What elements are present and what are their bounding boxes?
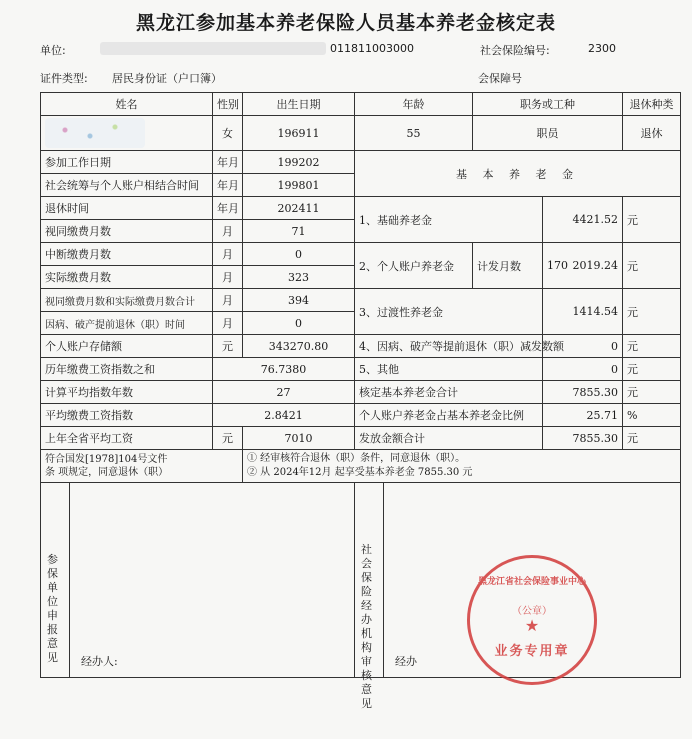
row-value: 27 [213, 381, 355, 404]
row-label: 中断缴费月数 [41, 243, 213, 266]
reduce-value: 0 [543, 335, 623, 358]
transition-label: 3、过渡性养老金 [355, 289, 543, 335]
person-age: 55 [355, 116, 473, 151]
transition-value: 1414.54 [543, 289, 623, 335]
notes-right-line1: ① 经审核符合退休（职）条件，同意退休（职）。 [247, 453, 466, 464]
row-unit: 月 [213, 266, 243, 289]
row-unit: 元 [213, 335, 243, 358]
person-job: 职员 [473, 116, 623, 151]
name-redacted [41, 116, 213, 151]
ssn-label: 社会保险编号: [480, 44, 550, 57]
other-unit: 元 [623, 358, 681, 381]
months-label: 计发月数 [473, 243, 543, 289]
agency-opinion-title: 社会保险经办机构审核意见 [361, 543, 372, 710]
row-value: 394 [243, 289, 355, 312]
notes-right [243, 450, 681, 483]
notes-left [41, 450, 243, 483]
row-value: 7010 [243, 427, 355, 450]
row-unit: 月 [213, 220, 243, 243]
redaction-blot [45, 118, 145, 148]
personal-amount: 2019.24 [572, 259, 618, 272]
reduce-unit: 元 [623, 335, 681, 358]
row-label: 退休时间 [41, 197, 213, 220]
row-value: 202411 [243, 197, 355, 220]
total-value: 7855.30 [543, 381, 623, 404]
person-gender: 女 [213, 116, 243, 151]
row-label: 计算平均指数年数 [41, 381, 213, 404]
basic-label: 1、基础养老金 [355, 197, 543, 243]
notes-left-line2: 条 项规定，同意退休（职） [45, 467, 169, 478]
row-label: 个人账户存储额 [41, 335, 213, 358]
head-retire-type: 退休种类 [623, 93, 681, 116]
id-type-label: 证件类型: [40, 72, 88, 85]
months-value: 170 [547, 259, 568, 272]
person-retire-type: 退休 [623, 116, 681, 151]
unit-name-redacted [100, 42, 326, 55]
section-title: 基 本 养 老 金 [355, 151, 681, 197]
row-value: 323 [243, 266, 355, 289]
official-seal [467, 555, 597, 685]
row-value: 2.8421 [213, 404, 355, 427]
ratio-label: 个人账户养老金占基本养老金比例 [355, 404, 543, 427]
row-label: 平均缴费工资指数 [41, 404, 213, 427]
row-unit: 月 [213, 312, 243, 335]
row-value: 0 [243, 243, 355, 266]
payout-unit: 元 [623, 427, 681, 450]
transition-unit: 元 [623, 289, 681, 335]
row-label: 视同缴费月数和实际缴费月数合计 [41, 289, 213, 312]
row-unit: 元 [213, 427, 243, 450]
unit-label: 单位: [40, 44, 66, 57]
seal-arc-text: 黑龙江省社会保险事业中心 [477, 577, 586, 587]
basic-value: 4421.52 [543, 197, 623, 243]
agency-opinion-divider [383, 483, 384, 677]
row-value: 0 [243, 312, 355, 335]
basic-unit: 元 [623, 197, 681, 243]
unit-opinion-title: 参保单位申报意见 [47, 553, 58, 664]
notes-left-line1: 符合国发[1978]104号文件 [45, 454, 168, 465]
payout-value: 7855.30 [543, 427, 623, 450]
payout-label: 发放金额合计 [355, 427, 543, 450]
ratio-unit: % [623, 404, 681, 427]
id-type-value: 居民身份证（户口簿） [112, 72, 222, 85]
row-label: 实际缴费月数 [41, 266, 213, 289]
unit-agent-label: 经办人: [81, 655, 118, 668]
row-label: 因病、破产提前退休（职）时间 [41, 312, 213, 335]
row-unit: 月 [213, 243, 243, 266]
row-unit: 年月 [213, 151, 243, 174]
total-unit: 元 [623, 381, 681, 404]
row-label: 上年全省平均工资 [41, 427, 213, 450]
ssn-value: 2300 [588, 42, 616, 55]
total-label: 核定基本养老金合计 [355, 381, 543, 404]
page-title: 黑龙江参加基本养老保险人员基本养老金核定表 [135, 12, 556, 34]
row-label: 参加工作日期 [41, 151, 213, 174]
head-birth: 出生日期 [243, 93, 355, 116]
seal-bottom-text: 业务专用章 [494, 644, 570, 659]
personal-value [543, 243, 623, 289]
row-value: 76.7380 [213, 358, 355, 381]
row-value: 71 [243, 220, 355, 243]
row-value: 343270.80 [243, 335, 355, 358]
row-unit: 年月 [213, 197, 243, 220]
personal-unit: 元 [623, 243, 681, 289]
row-value: 199202 [243, 151, 355, 174]
row-unit: 年月 [213, 174, 243, 197]
seal-mid-text: （公章） [512, 606, 552, 617]
unit-opinion-divider [69, 483, 70, 677]
head-job: 职务或工种 [473, 93, 623, 116]
person-birth: 196911 [243, 116, 355, 151]
row-value: 199801 [243, 174, 355, 197]
notes-right-line2: ② 从 2024年12月 起享受基本养老金 7855.30 元 [247, 467, 473, 478]
unit-opinion-cell [41, 483, 355, 678]
other-label: 5、其他 [355, 358, 543, 381]
reduce-label: 4、因病、破产等提前退休（职）减发数额 [355, 335, 543, 358]
seal-star-icon: ★ [524, 616, 540, 635]
insured-type-label: 会保障号 [478, 72, 522, 85]
row-unit: 月 [213, 289, 243, 312]
unit-code: 011811003000 [330, 42, 414, 55]
head-gender: 性别 [213, 93, 243, 116]
row-label: 历年缴费工资指数之和 [41, 358, 213, 381]
row-label: 视同缴费月数 [41, 220, 213, 243]
head-name: 姓名 [41, 93, 213, 116]
other-value: 0 [543, 358, 623, 381]
agency-agent-label: 经办 [395, 655, 417, 668]
personal-label: 2、个人账户养老金 [355, 243, 473, 289]
row-label: 社会统筹与个人账户相结合时间 [41, 174, 213, 197]
head-age: 年龄 [355, 93, 473, 116]
ratio-value: 25.71 [543, 404, 623, 427]
